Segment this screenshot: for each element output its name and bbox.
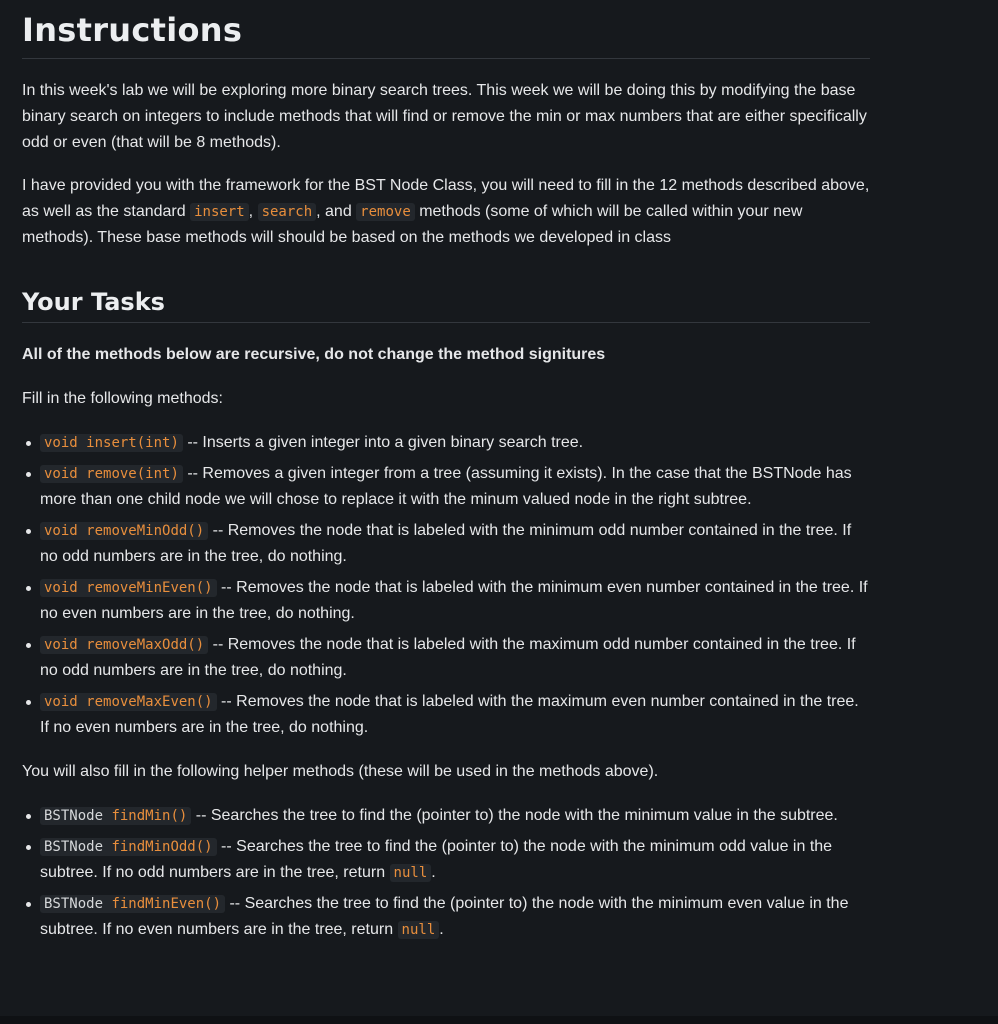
framework-sep-1: , — [248, 203, 258, 220]
code-insert: insert — [190, 203, 249, 221]
method-signature: void remove(int) — [40, 465, 183, 483]
list-item: void removeMaxEven() -- Removes the node that is labeled with the maximum even number contained in the tree. If no even numbers are in the tree, do nothing. — [22, 689, 870, 741]
code-search: search — [258, 203, 317, 221]
framework-text-1: I have provided you with the framework for the BST Node Class, you will need to fill in the 12 methods described above, as well as the standard — [22, 177, 870, 220]
list-item: void remove(int) -- Removes a given integer from a tree (assuming it exists). In the case that the BSTNode has more than one child node we will chose to replace it with the minum valued node in the right subtree. — [22, 461, 870, 513]
method-signature: void removeMinEven() — [40, 579, 217, 597]
code-null: null — [398, 921, 440, 939]
method-signature: void insert(int) — [40, 434, 183, 452]
code-null: null — [390, 864, 432, 882]
list-item: void insert(int) -- Inserts a given integer into a given binary search tree. — [22, 430, 870, 456]
helpers-list — [22, 803, 870, 943]
helpers-intro: You will also fill in the following helper methods (these will be used in the methods above). — [22, 763, 659, 780]
list-item: void removeMaxOdd() -- Removes the node that is labeled with the maximum odd number contained in the tree. If no odd numbers are in the tree, do nothing. — [22, 632, 870, 684]
intro-paragraph: In this week's lab we will be exploring more binary search trees. This week we will be doing this by modifying the base binary search on integers to include methods that will find or remove the min or max numbers that are either specifically odd or even (that will be 8 methods). — [22, 82, 867, 151]
method-signature: void removeMaxOdd() — [40, 636, 208, 654]
list-item: BSTNode findMin() -- Searches the tree to find the (pointer to) the node with the minimum value in the subtree. — [22, 803, 870, 829]
list-item: BSTNode findMinOdd() -- Searches the tree to find the (pointer to) the node with the minimum odd value in the subtree. If no odd numbers are in the tree, return null . — [22, 834, 870, 886]
framework-text-2: methods (some of which will be called within your new methods). These base methods will should be based on the methods we developed in class — [22, 203, 803, 246]
method-signature: void removeMaxEven() — [40, 693, 217, 711]
page-title: Instructions — [22, 0, 870, 59]
framework-sep-2: , and — [316, 203, 357, 220]
methods-list — [22, 430, 870, 741]
recursive-note: All of the methods below are recursive, do not change the method signitures — [22, 346, 606, 363]
instructions-content — [22, 0, 870, 948]
method-signature: BSTNode findMinEven() — [40, 895, 225, 913]
list-item: BSTNode findMinEven() -- Searches the tree to find the (pointer to) the node with the minimum even value in the subtree. If no even numbers are in the tree, return null . — [22, 891, 870, 943]
framework-paragraph — [22, 173, 870, 251]
window-bottom-edge — [0, 1016, 998, 1024]
list-item: void removeMinOdd() -- Removes the node that is labeled with the minimum odd number contained in the tree. If no odd numbers are in the tree, do nothing. — [22, 518, 870, 570]
tasks-heading: Your Tasks — [22, 269, 870, 323]
method-signature: BSTNode findMinOdd() — [40, 838, 217, 856]
list-item: void removeMinEven() -- Removes the node that is labeled with the minimum even number contained in the tree. If no even numbers are in the tree, do nothing. — [22, 575, 870, 627]
method-signature: void removeMinOdd() — [40, 522, 208, 540]
code-remove: remove — [356, 203, 415, 221]
method-signature: BSTNode findMin() — [40, 807, 191, 825]
fill-intro: Fill in the following methods: — [22, 390, 223, 407]
